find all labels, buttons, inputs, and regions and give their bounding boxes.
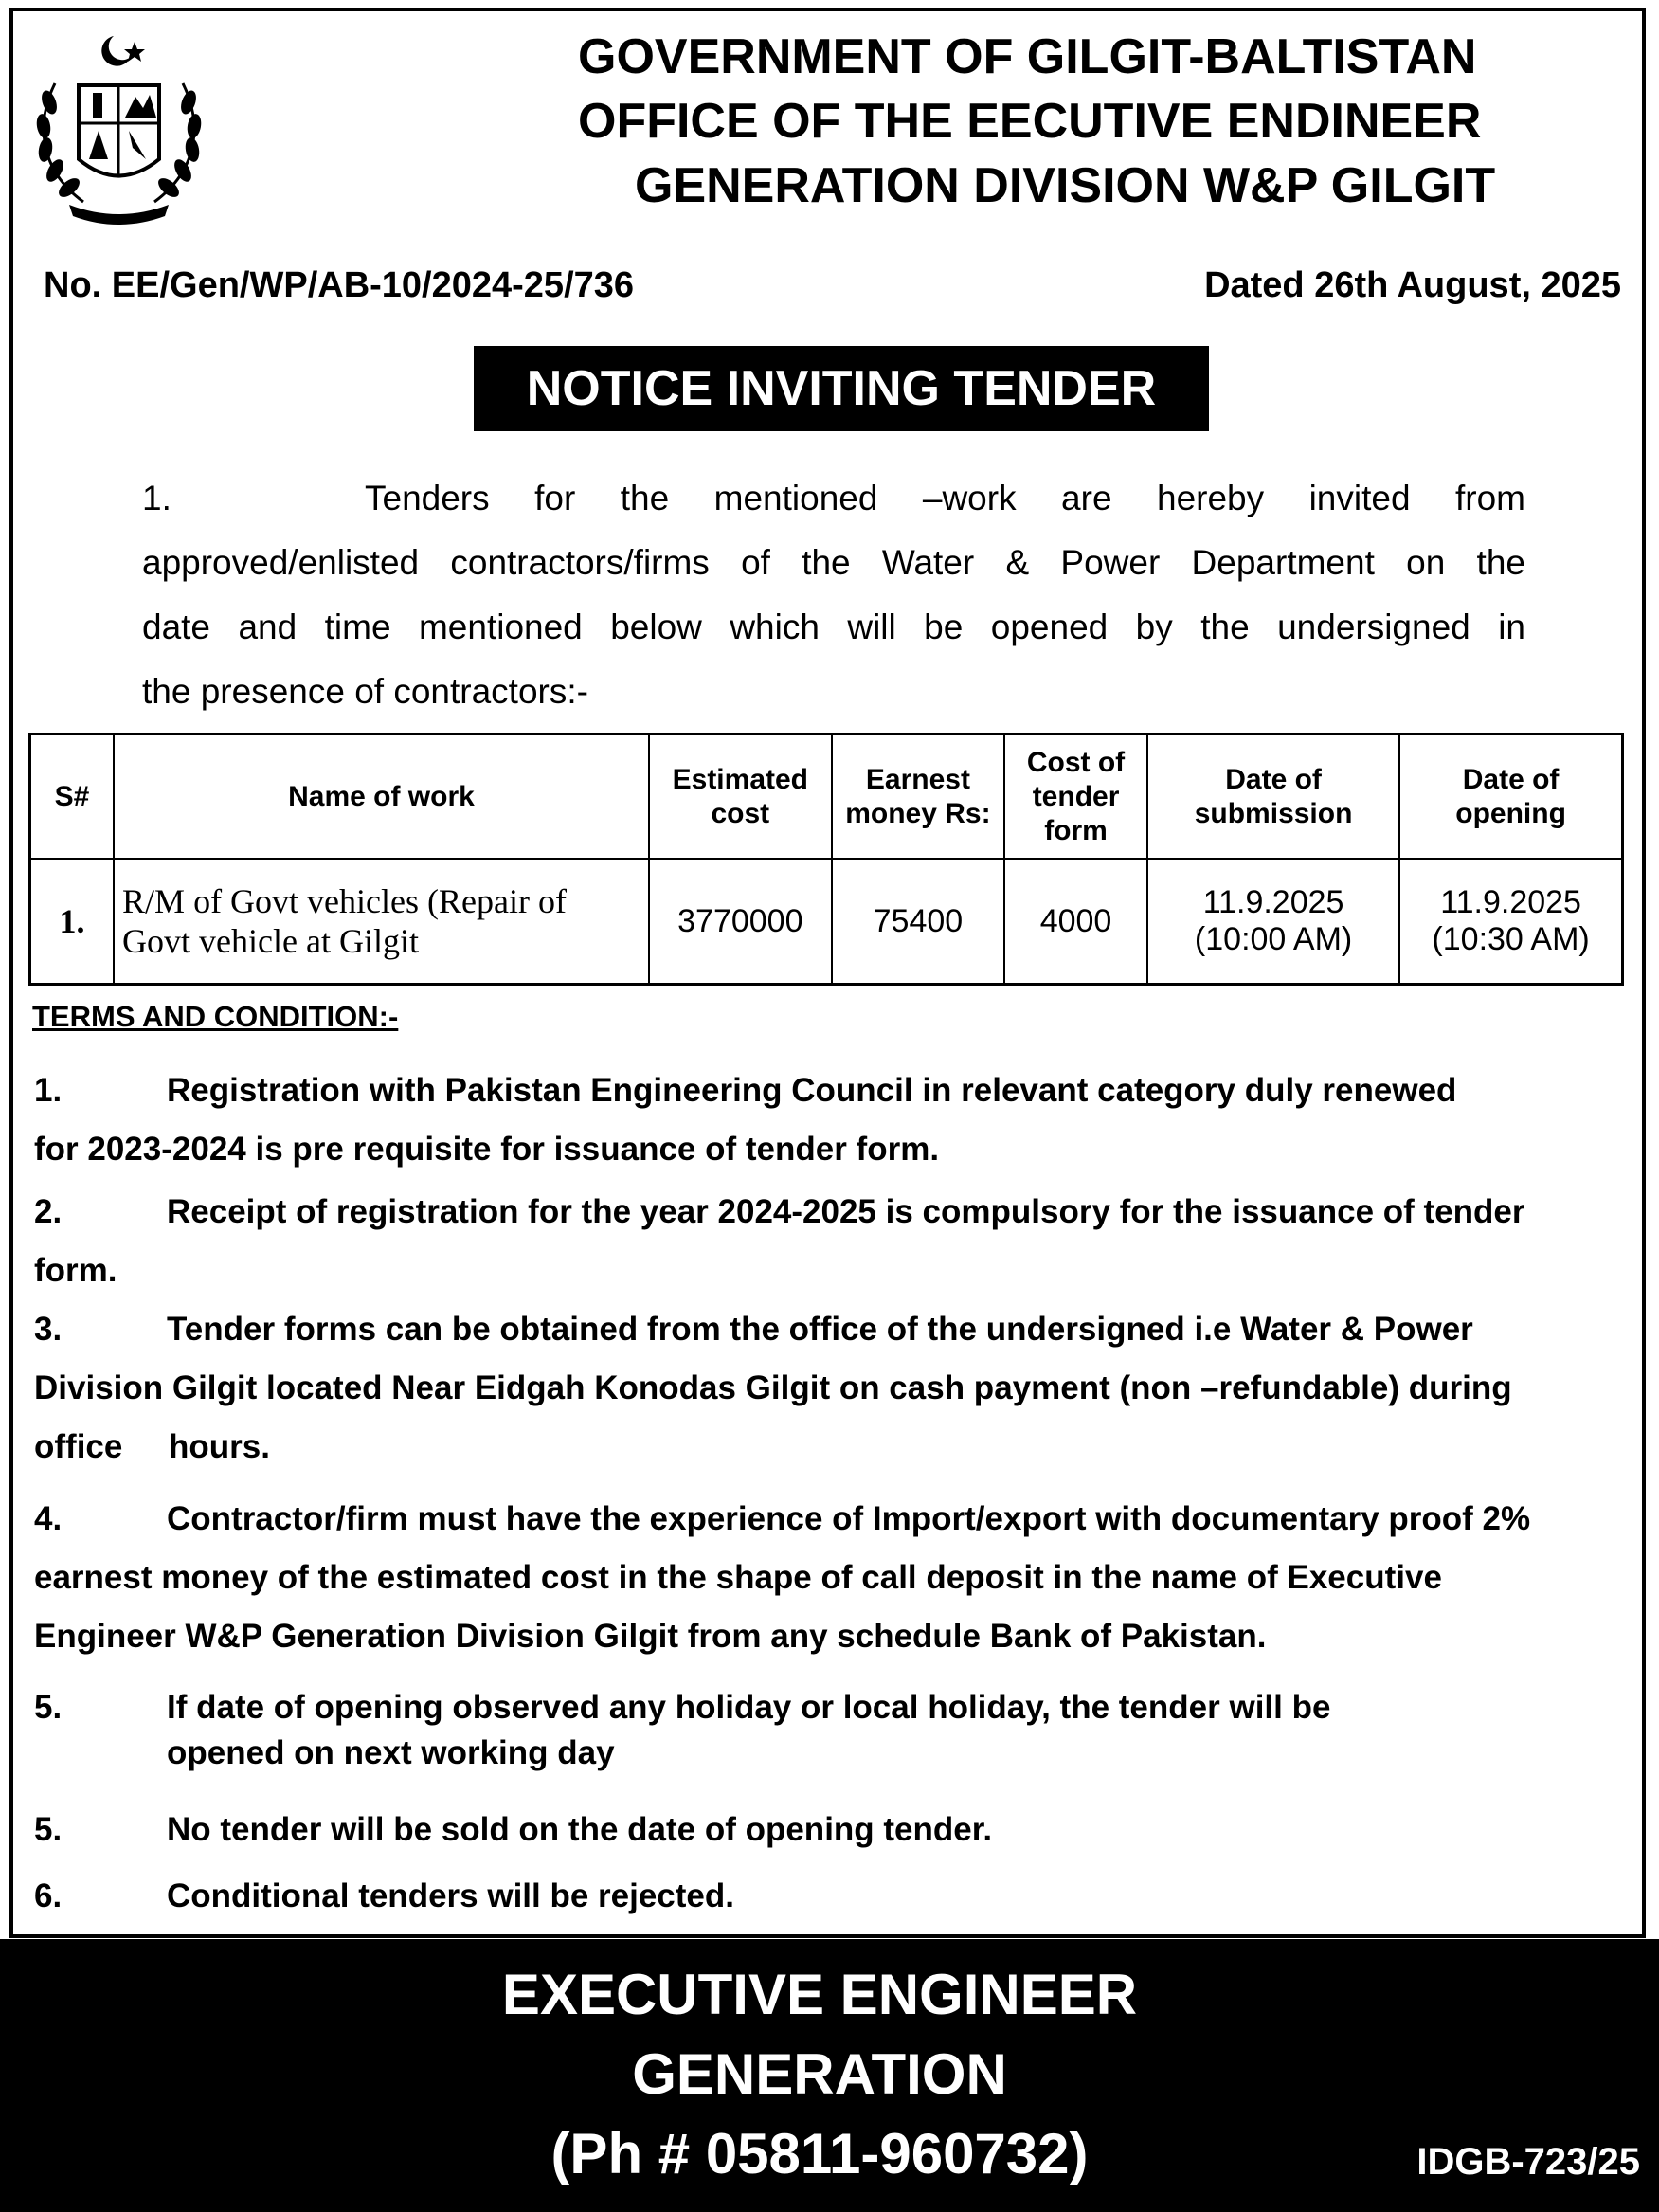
intro-line-4: the presence of contractors:-	[142, 672, 588, 711]
term-text: Receipt of registration for the year 2024-2025 is compulsory for the issuance of tender	[167, 1193, 1525, 1230]
header-line-office: OFFICE OF THE EECUTIVE ENDINEER	[578, 94, 1482, 149]
header-estimated-cost: Estimated cost	[649, 734, 832, 860]
footer-department: GENERATION	[632, 2042, 1007, 2106]
term-number: 2.	[34, 1193, 63, 1230]
term-text-continued: opened on next working day	[167, 1734, 615, 1771]
list-item	[34, 1685, 1607, 1776]
header-date-of-submission: Date of submission	[1147, 734, 1399, 860]
term-text-continued: Division Gilgit located Near Eidgah Konodas Gilgit on cash payment (non –refundable) during	[34, 1369, 1512, 1406]
cell-cost-of-tender-form: 4000	[1004, 859, 1147, 985]
gilgit-baltistan-emblem-icon	[27, 27, 211, 230]
header-line-division: GENERATION DIVISION W&P GILGIT	[635, 158, 1496, 213]
term-text-continued: earnest money of the estimated cost in the shape of call deposit in the name of Executive	[34, 1559, 1442, 1596]
cell-name-of-work: R/M of Govt vehicles (Repair of Govt vehicle at Gilgit	[114, 859, 649, 985]
list-item	[34, 1801, 1607, 1859]
intro-paragraph	[142, 466, 1525, 724]
term-text: Registration with Pakistan Engineering Council in relevant category duly renewed	[167, 1072, 1457, 1109]
tender-table	[28, 733, 1624, 986]
advert-code: IDGB-723/25	[1416, 2141, 1640, 2183]
term-text-continued: office hours.	[34, 1428, 270, 1465]
list-item	[34, 1867, 1607, 1926]
header-sn: S#	[30, 734, 115, 860]
reference-number: No. EE/Gen/WP/AB-10/2024-25/736	[44, 265, 635, 305]
submission-date: 11.9.2025	[1202, 884, 1344, 920]
cell-earnest-money: 75400	[832, 859, 1004, 985]
cell-sn: 1.	[30, 859, 115, 985]
signature-footer	[0, 1939, 1659, 2212]
term-text-continued: Engineer W&P Generation Division Gilgit from any schedule Bank of Pakistan.	[34, 1618, 1267, 1655]
government-header	[578, 25, 1649, 218]
footer-phone: (Ph # 05811-960732)	[550, 2122, 1089, 2185]
term-number: 1.	[34, 1072, 63, 1109]
header-cost-of-tender-form: Cost of tender form	[1004, 734, 1147, 860]
term-text: Conditional tenders will be rejected.	[167, 1877, 734, 1914]
table-row	[30, 859, 1623, 985]
term-number: 6.	[34, 1877, 63, 1914]
term-number: 5.	[34, 1811, 63, 1848]
term-number: 3.	[34, 1311, 63, 1348]
footer-designation: EXECUTIVE ENGINEER	[501, 1963, 1138, 2026]
term-number: 5.	[34, 1689, 63, 1726]
term-text: Tender forms can be obtained from the office of the undersigned i.e Water & Power	[167, 1311, 1473, 1348]
opening-time: (10:30 AM)	[1432, 921, 1590, 957]
term-number: 4.	[34, 1500, 63, 1537]
reference-line	[44, 265, 1621, 306]
intro-line-2: approved/enlisted contractors/firms of the Water & Power Department on the	[142, 543, 1525, 582]
list-item	[34, 1061, 1607, 1179]
terms-heading: TERMS AND CONDITION:-	[32, 1000, 399, 1033]
intro-number: 1.	[142, 479, 171, 517]
opening-date: 11.9.2025	[1440, 884, 1581, 920]
cell-date-of-submission	[1147, 859, 1399, 985]
term-text-continued: for 2023-2024 is pre requisite for issuance of tender form.	[34, 1131, 940, 1168]
term-text: No tender will be sold on the date of opening tender.	[167, 1811, 993, 1848]
intro-line-1: Tenders for the mentioned –work are hereby invited from	[365, 479, 1525, 517]
list-item	[34, 1183, 1607, 1300]
header-line-government: GOVERNMENT OF GILGIT-BALTISTAN	[578, 29, 1477, 84]
term-text: Contractor/firm must have the experience of Import/export with documentary proof 2%	[167, 1500, 1531, 1537]
cell-date-of-opening	[1399, 859, 1622, 985]
list-item	[34, 1490, 1607, 1666]
term-text-continued: form.	[34, 1252, 117, 1289]
header-name-of-work: Name of work	[114, 734, 649, 860]
reference-date: Dated 26th August, 2025	[1204, 265, 1621, 305]
table-header-row	[30, 734, 1623, 860]
header-earnest-money: Earnest money Rs:	[832, 734, 1004, 860]
notice-title: NOTICE INVITING TENDER	[474, 346, 1209, 431]
cell-estimated-cost: 3770000	[649, 859, 832, 985]
intro-line-3: date and time mentioned below which will be opened by the undersigned in	[142, 607, 1525, 646]
submission-time: (10:00 AM)	[1194, 921, 1353, 957]
term-text: If date of opening observed any holiday or local holiday, the tender will be	[167, 1689, 1331, 1726]
list-item	[34, 1300, 1607, 1477]
header-date-of-opening: Date of opening	[1399, 734, 1622, 860]
